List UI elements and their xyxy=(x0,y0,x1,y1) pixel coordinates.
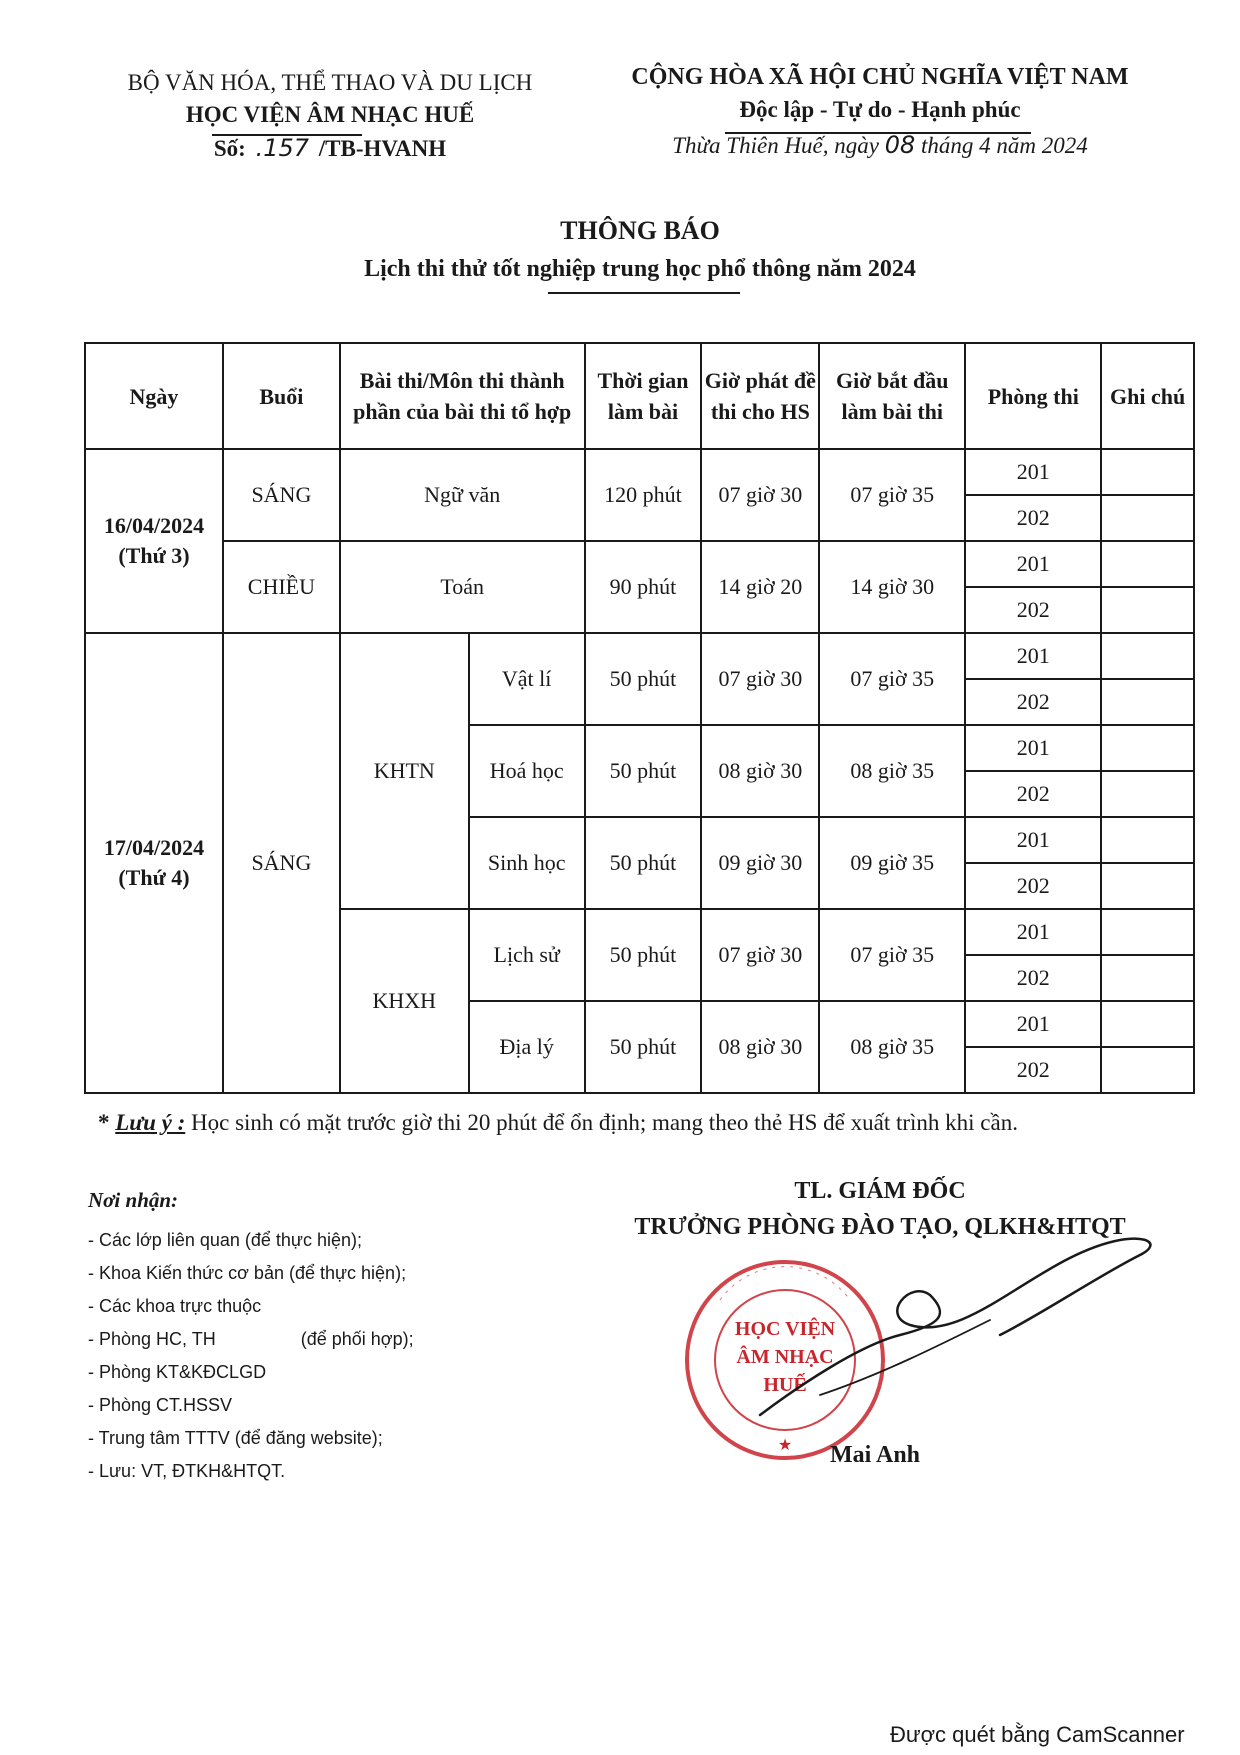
motto-underline xyxy=(725,132,1031,134)
room-cell: 202 xyxy=(965,955,1101,1001)
room-cell: 201 xyxy=(965,541,1101,587)
start-time-cell: 09 giờ 35 xyxy=(819,817,965,909)
note-cell xyxy=(1101,863,1194,909)
note-text: Học sinh có mặt trước giờ thi 20 phút để ổn định; mang theo thẻ HS để xuất trình khi cần. xyxy=(191,1110,1018,1135)
stamp-text-1: HỌC VIỆN xyxy=(734,1318,836,1340)
room-cell: 201 xyxy=(965,909,1101,955)
header-bai-thi: Bài thi/Môn thi thành phần của bài thi tổ hợp xyxy=(340,343,585,449)
note-cell xyxy=(1101,725,1194,771)
ministry-name: BỘ VĂN HÓA, THỂ THAO VÀ DU LỊCH xyxy=(127,70,533,95)
signature-title-1: TL. GIÁM ĐỐC xyxy=(794,1178,966,1204)
note-label: Lưu ý : xyxy=(115,1110,186,1135)
place-date: Thừa Thiên Huế, ngày 08 tháng 4 năm 2024 xyxy=(672,131,1088,159)
date-cell: 17/04/2024 (Thứ 4) xyxy=(85,633,223,1093)
room-cell: 202 xyxy=(965,587,1101,633)
motto: Độc lập - Tự do - Hạnh phúc xyxy=(739,97,1021,122)
list-item: - Trung tâm TTTV (để đăng website); xyxy=(88,1428,383,1448)
note-cell xyxy=(1101,449,1194,495)
page-title: THÔNG BÁO xyxy=(560,216,720,245)
duration-cell: 50 phút xyxy=(585,725,702,817)
start-time-cell: 08 giờ 35 xyxy=(819,1001,965,1093)
header-buoi: Buổi xyxy=(223,343,340,449)
header-phong-thi: Phòng thi xyxy=(965,343,1101,449)
handout-time-cell: 07 giờ 30 xyxy=(701,449,819,541)
duration-cell: 50 phút xyxy=(585,633,702,725)
note-cell xyxy=(1101,633,1194,679)
note-cell xyxy=(1101,909,1194,955)
room-cell: 201 xyxy=(965,633,1101,679)
recipients-title: Nơi nhận: xyxy=(88,1188,179,1212)
exam-schedule-table xyxy=(84,342,1195,1094)
room-cell: 202 xyxy=(965,863,1101,909)
session-cell: SÁNG xyxy=(223,633,340,1093)
note-line: * Lưu ý : Học sinh có mặt trước giờ thi 20 phút để ổn định; mang theo thẻ HS để xuất trình khi cần. xyxy=(98,1110,1018,1135)
start-time-cell: 08 giờ 35 xyxy=(819,725,965,817)
handout-time-cell: 09 giờ 30 xyxy=(701,817,819,909)
subject-cell: Lịch sử xyxy=(469,909,585,1001)
number-handwritten: .157 xyxy=(255,134,309,162)
table-header-row xyxy=(85,343,1194,449)
room-cell: 202 xyxy=(965,495,1101,541)
subject-cell: Ngữ văn xyxy=(340,449,585,541)
list-item: - Các khoa trực thuộc xyxy=(88,1296,262,1316)
duration-cell: 120 phút xyxy=(585,449,702,541)
handout-time-cell: 08 giờ 30 xyxy=(701,1001,819,1093)
note-cell xyxy=(1101,1001,1194,1047)
list-item: - Phòng KT&KĐCLGD xyxy=(88,1362,267,1382)
note-cell xyxy=(1101,771,1194,817)
handout-time-cell: 07 giờ 30 xyxy=(701,909,819,1001)
list-item: - Khoa Kiến thức cơ bản (để thực hiện); xyxy=(88,1263,407,1283)
room-cell: 201 xyxy=(965,817,1101,863)
duration-cell: 90 phút xyxy=(585,541,702,633)
handout-time-cell: 14 giờ 20 xyxy=(701,541,819,633)
document-number: Số: .157 /TB-HVANH xyxy=(213,134,447,162)
header-gio-phat: Giờ phát đề thi cho HS xyxy=(701,343,819,449)
table-row xyxy=(85,449,1194,495)
header-thoi-gian: Thời gian làm bài xyxy=(585,343,702,449)
header-gio-bat-dau: Giờ bắt đầu làm bài thi xyxy=(819,343,965,449)
handout-time-cell: 07 giờ 30 xyxy=(701,633,819,725)
duration-cell: 50 phút xyxy=(585,1001,702,1093)
note-cell xyxy=(1101,679,1194,725)
session-cell: SÁNG xyxy=(223,449,340,541)
table-row xyxy=(85,541,1194,587)
signature-scribble xyxy=(740,1225,1170,1425)
recipients-list xyxy=(88,1224,414,1488)
note-cell xyxy=(1101,495,1194,541)
header-left xyxy=(100,70,560,162)
room-cell: 202 xyxy=(965,1047,1101,1093)
day-handwritten: 08 xyxy=(884,131,916,159)
note-cell xyxy=(1101,955,1194,1001)
session-cell: CHIỀU xyxy=(223,541,340,633)
start-time-cell: 07 giờ 35 xyxy=(819,633,965,725)
subject-cell: Vật lí xyxy=(469,633,585,725)
list-item: - Phòng HC, TH (để phối hợp); xyxy=(88,1329,414,1349)
handout-time-cell: 08 giờ 30 xyxy=(701,725,819,817)
room-cell: 201 xyxy=(965,449,1101,495)
institute-name: HỌC VIỆN ÂM NHẠC HUẾ xyxy=(185,102,475,127)
subject-cell: Sinh học xyxy=(469,817,585,909)
scanner-footer: Được quét bằng CamScanner xyxy=(890,1722,1185,1747)
group-cell-khtn: KHTN xyxy=(340,633,469,909)
note-cell xyxy=(1101,587,1194,633)
subject-cell: Địa lý xyxy=(469,1001,585,1093)
room-cell: 201 xyxy=(965,1001,1101,1047)
start-time-cell: 14 giờ 30 xyxy=(819,541,965,633)
duration-cell: 50 phút xyxy=(585,909,702,1001)
room-cell: 201 xyxy=(965,725,1101,771)
signer-name: Mai Anh xyxy=(830,1442,921,1468)
table-row xyxy=(85,633,1194,679)
room-cell: 202 xyxy=(965,679,1101,725)
list-item: - Các lớp liên quan (để thực hiện); xyxy=(88,1230,362,1250)
start-time-cell: 07 giờ 35 xyxy=(819,909,965,1001)
note-cell xyxy=(1101,541,1194,587)
note-cell xyxy=(1101,817,1194,863)
header-right xyxy=(590,64,1170,159)
signature-title-2: TRƯỞNG PHÒNG ĐÀO TẠO, QLKH&HTQT xyxy=(634,1214,1126,1240)
date-cell: 16/04/2024 (Thứ 3) xyxy=(85,449,223,633)
header-ghi-chu: Ghi chú xyxy=(1101,343,1194,449)
duration-cell: 50 phút xyxy=(585,817,702,909)
list-item: - Lưu: VT, ĐTKH&HTQT. xyxy=(88,1461,286,1481)
subject-cell: Toán xyxy=(340,541,585,633)
subtitle-underline xyxy=(548,292,740,294)
stamp-text-2: ÂM NHẠC xyxy=(736,1346,834,1368)
institute-underline xyxy=(212,134,362,136)
subject-cell: Hoá học xyxy=(469,725,585,817)
list-item: - Phòng CT.HSSV xyxy=(88,1395,233,1415)
header-ngay: Ngày xyxy=(85,343,223,449)
republic-name: CỘNG HÒA XÃ HỘI CHỦ NGHĨA VIỆT NAM xyxy=(631,64,1129,90)
stamp-text-3: HUẾ xyxy=(763,1374,807,1396)
stamp-star-icon: ★ xyxy=(777,1437,793,1454)
start-time-cell: 07 giờ 35 xyxy=(819,449,965,541)
room-cell: 202 xyxy=(965,771,1101,817)
page-subtitle: Lịch thi thử tốt nghiệp trung học phổ thông năm 2024 xyxy=(364,256,916,282)
note-cell xyxy=(1101,1047,1194,1093)
group-cell-khxh: KHXH xyxy=(340,909,469,1093)
